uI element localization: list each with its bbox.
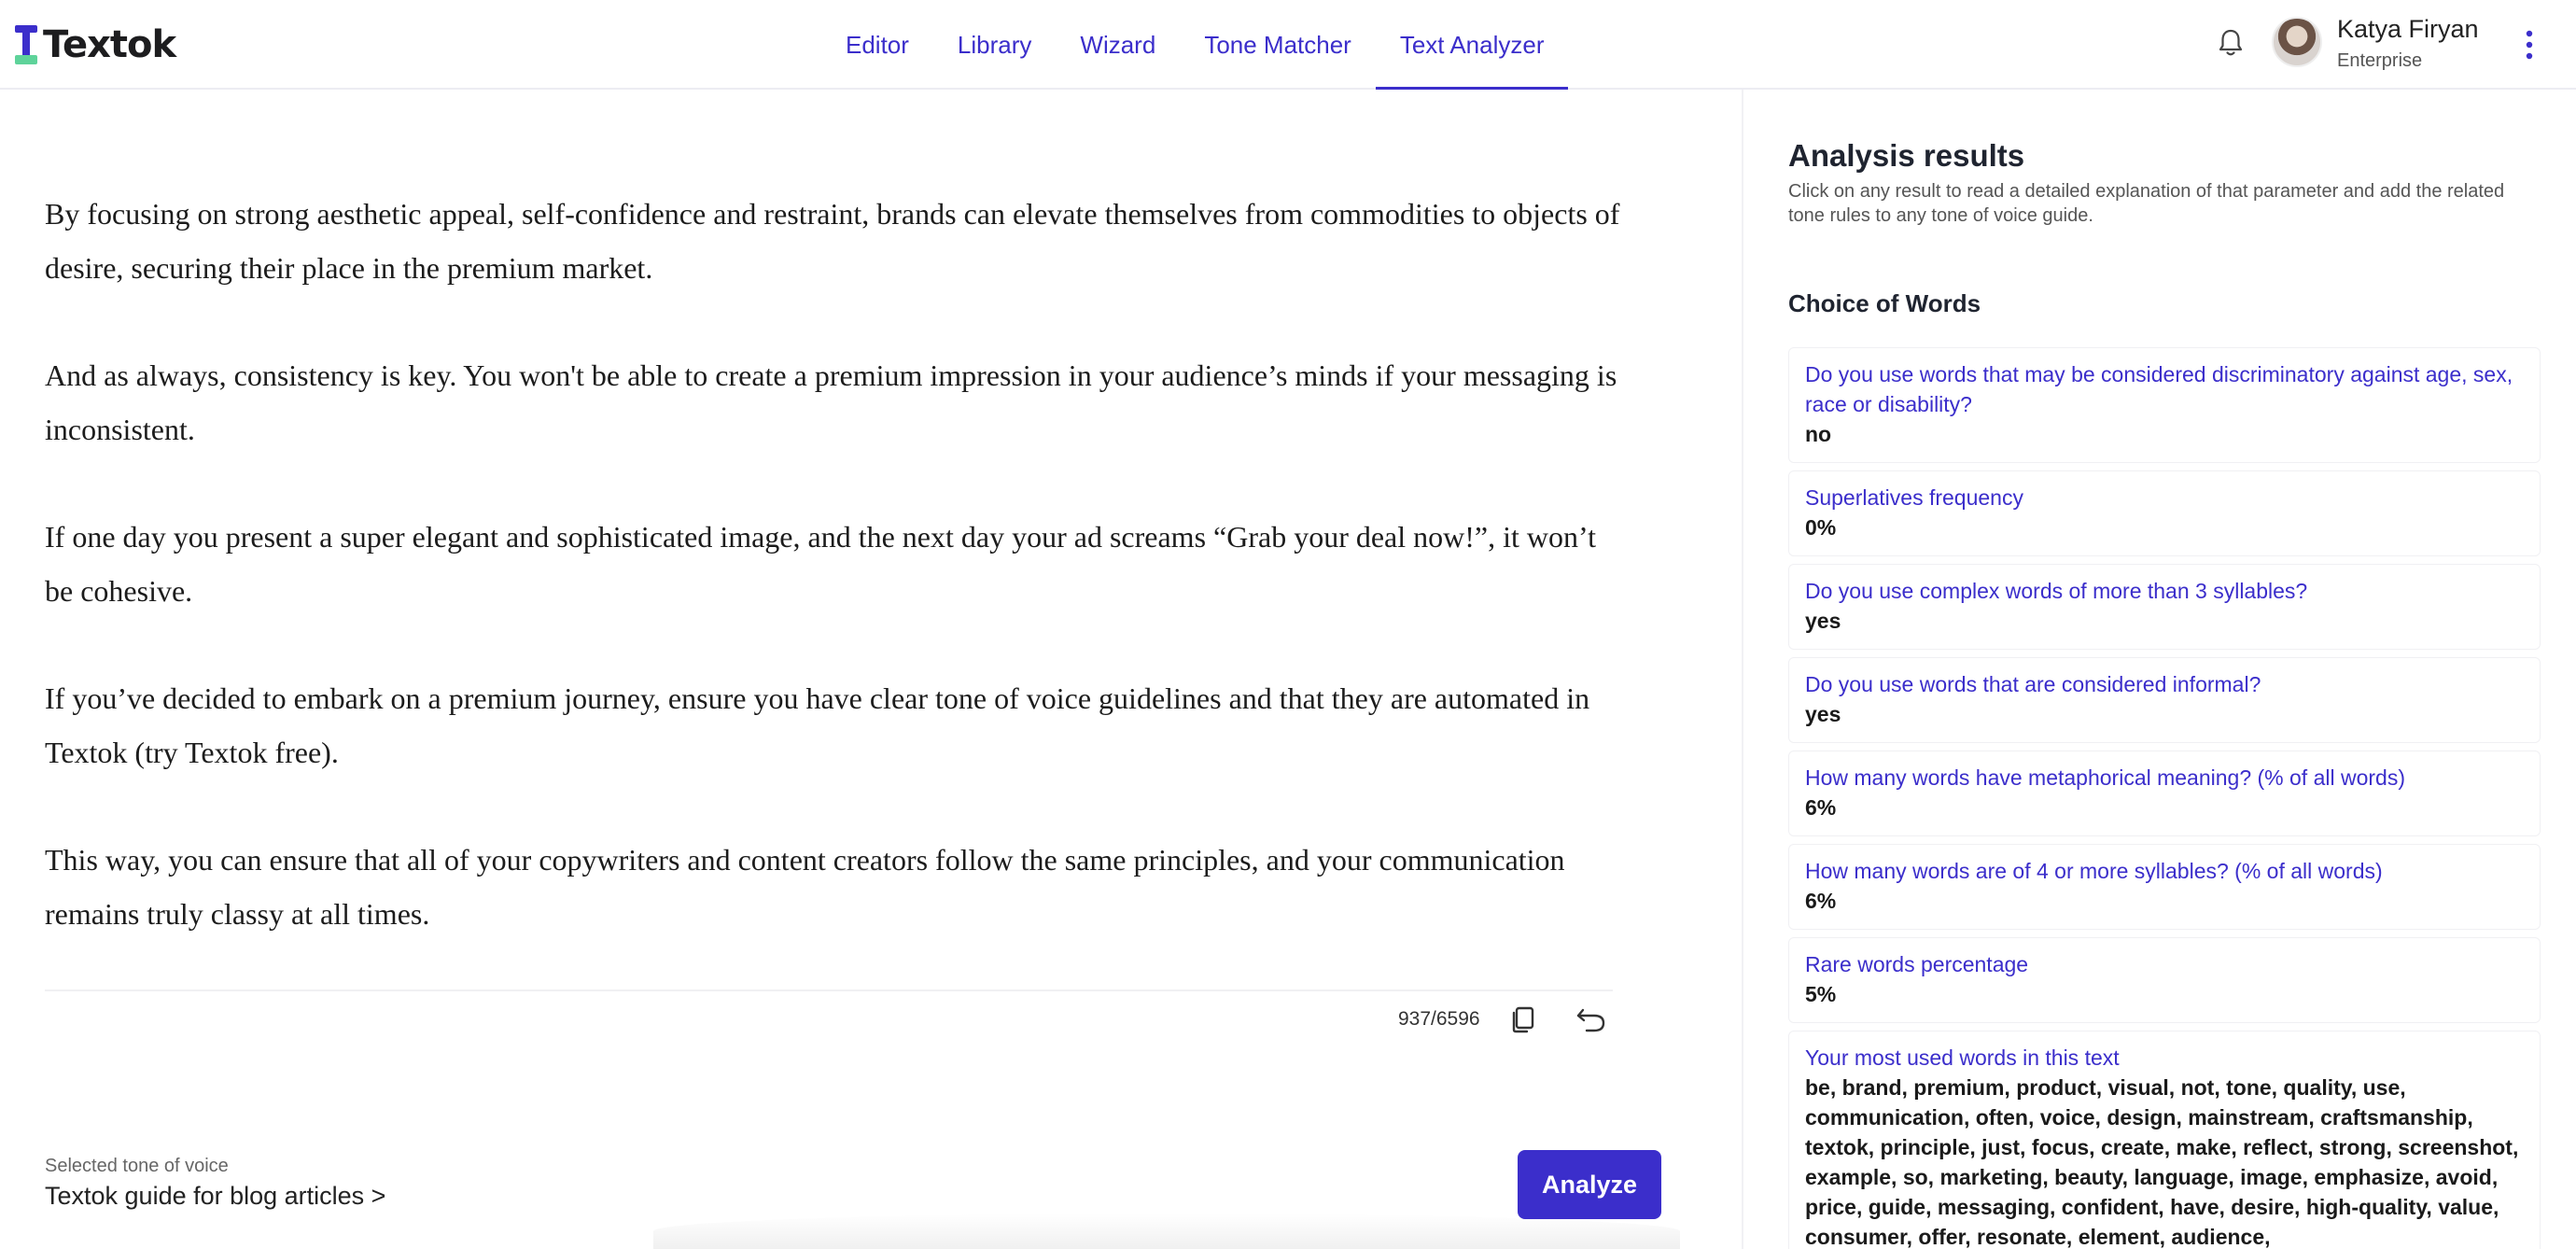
panel-title: Analysis results [1788,138,2025,173]
main-nav [821,0,1568,90]
result-question: Do you use complex words of more than 3 syllables? [1805,579,2308,603]
result-answer: 0% [1805,515,1837,540]
result-question: Do you use words that are considered informal? [1805,672,2261,696]
panel-subtitle: Click on any result to read a detailed explanation of that parameter and add the related tone rules to any tone of voice guide. [1788,181,2505,226]
editor-divider [45,989,1613,991]
editor-paragraph[interactable]: By focusing on strong aesthetic appeal, self-confidence and restraint, brands can elevate themselves from commodities to objects of desire, securing their place in the premium market. [45,197,1620,285]
logo-mark-icon [15,25,37,64]
user-name[interactable]: Katya Firyan [2337,15,2479,43]
tone-of-voice-label: Selected tone of voice [45,1156,229,1176]
result-question: Superlatives frequency [1805,485,2023,510]
result-question: How many words have metaphorical meaning? (% of all words) [1805,765,2406,790]
tone-of-voice-selector[interactable]: Textok guide for blog articles > [45,1182,386,1210]
kebab-menu-icon[interactable] [2520,26,2539,63]
user-plan: Enterprise [2337,50,2423,71]
copy-icon[interactable] [1508,1004,1538,1034]
result-card[interactable] [1788,1031,2541,1249]
result-answer: 6% [1805,795,1837,820]
result-question: How many words are of 4 or more syllables? (% of all words) [1805,859,2383,883]
editor-paragraph[interactable]: This way, you can ensure that all of your copywriters and content creators follow the same principles, and your communication remains truly classy at all times. [45,843,1565,931]
result-card[interactable] [1788,937,2541,1023]
avatar[interactable] [2272,17,2322,67]
result-card[interactable] [1788,564,2541,650]
result-answer: 5% [1805,982,1837,1006]
undo-icon[interactable] [1575,1004,1607,1034]
result-question: Your most used words in this text [1805,1046,2120,1070]
bottom-shadow [653,1214,1680,1249]
analysis-panel [1742,90,2576,1249]
result-answer: 6% [1805,889,1837,913]
result-answer: yes [1805,702,1841,726]
tab-editor[interactable]: Editor [846,30,909,59]
logo-text: Textok [43,23,176,66]
tab-text-analyzer[interactable]: Text Analyzer [1376,0,1569,90]
result-question: Rare words percentage [1805,952,2029,976]
result-answer: no [1805,422,1832,446]
tab-library[interactable]: Library [957,30,1032,59]
section-title: Choice of Words [1788,289,1981,317]
logo[interactable] [15,17,175,73]
result-card[interactable] [1788,844,2541,930]
editor-paragraph[interactable]: If one day you present a super elegant and sophisticated image, and the next day your ad screams “Grab your deal now!”, it won’t be cohesive. [45,520,1596,608]
result-question: Do you use words that may be considered discriminatory against age, sex, race or disability? [1805,362,2513,416]
analyze-button[interactable]: Analyze [1518,1150,1661,1219]
result-card[interactable] [1788,470,2541,556]
text-editor[interactable] [45,187,1631,994]
char-count: 937/6596 [1398,1008,1480,1030]
tab-tone-matcher[interactable]: Tone Matcher [1204,30,1351,59]
app-header [0,0,2576,90]
result-answer: yes [1805,609,1841,633]
editor-paragraph[interactable]: And as always, consistency is key. You won't be able to create a premium impression in your audience’s minds if your messaging is inconsistent. [45,358,1617,446]
editor-paragraph[interactable]: If you’ve decided to embark on a premium journey, ensure you have clear tone of voice guidelines and that they are automated in Textok (try Textok free). [45,681,1590,769]
results-list [1788,347,2541,1249]
result-answer: be, brand, premium, product, visual, not, tone, quality, use, communication, often, voice, design, mainstream, craftsmanship, textok, principle, just, focus, create, make, reflect, strong, screenshot, example, so, marketing, beauty, language, image, emphasize, avoid, price, guide, messaging, confident, have, desire, high-quality, value, consumer, offer, resonate, element, audience, [1805,1075,2519,1249]
result-card[interactable] [1788,751,2541,836]
result-card[interactable] [1788,347,2541,463]
result-card[interactable] [1788,657,2541,743]
tab-wizard[interactable]: Wizard [1080,30,1156,59]
bell-icon[interactable] [2214,26,2247,60]
